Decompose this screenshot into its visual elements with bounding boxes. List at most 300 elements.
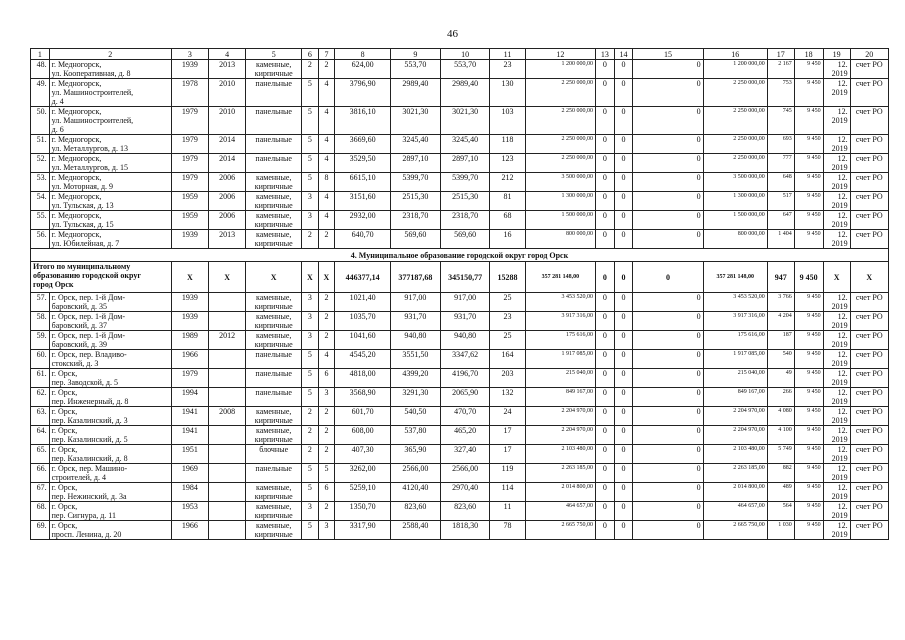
address-line: ул. Моторная, д. 9 bbox=[51, 182, 114, 191]
funding-method: счет РО bbox=[850, 135, 888, 154]
owners-funds: 175 616,00 bbox=[703, 331, 767, 350]
floors: 2 bbox=[302, 445, 319, 464]
table-row bbox=[31, 369, 889, 388]
local-share: 0 bbox=[633, 426, 703, 445]
budget-share: 0 bbox=[614, 350, 633, 369]
owners-funds: 849 167,00 bbox=[703, 388, 767, 407]
funding-method: счет РО bbox=[850, 388, 888, 407]
column-number: 18 bbox=[794, 49, 823, 60]
summary-x3: Х bbox=[246, 262, 302, 293]
max-unit-cost: 9 450 bbox=[794, 293, 823, 312]
wall-material bbox=[246, 502, 302, 521]
repair-cost: 2 014 800,00 bbox=[525, 483, 595, 502]
table-row bbox=[31, 407, 889, 426]
address bbox=[49, 483, 171, 502]
address bbox=[49, 230, 171, 249]
unit-cost: 745 bbox=[767, 107, 794, 135]
residents: 17 bbox=[490, 445, 525, 464]
funding-method: счет РО bbox=[850, 521, 888, 540]
entrances: 3 bbox=[318, 521, 335, 540]
column-number-header-row bbox=[31, 49, 889, 60]
max-unit-cost: 9 450 bbox=[794, 426, 823, 445]
wall-material bbox=[246, 521, 302, 540]
residents: 24 bbox=[490, 407, 525, 426]
row-number: 49. bbox=[31, 79, 50, 107]
summary-p: 15288 bbox=[490, 262, 525, 293]
floors: 5 bbox=[302, 173, 319, 192]
owners-funds: 3 500 000,00 bbox=[703, 173, 767, 192]
floors: 3 bbox=[302, 211, 319, 230]
owners-funds: 800 000,00 bbox=[703, 230, 767, 249]
completion-date-line: 12. bbox=[837, 445, 848, 454]
completion-date-line: 12. bbox=[837, 79, 848, 88]
residential-area: 823,60 bbox=[440, 502, 490, 521]
address-line: г. Орск, bbox=[51, 407, 78, 416]
floors: 5 bbox=[302, 350, 319, 369]
completion-date-line: 2019 bbox=[831, 144, 848, 153]
budget-share: 0 bbox=[614, 312, 633, 331]
max-unit-cost: 9 450 bbox=[794, 369, 823, 388]
column-number: 16 bbox=[703, 49, 767, 60]
completion-date-line: 12. bbox=[837, 521, 848, 530]
wall-material-line: кирпичные bbox=[254, 492, 293, 501]
column-number: 20 bbox=[850, 49, 888, 60]
wall-material-line: каменные, bbox=[255, 483, 292, 492]
address-line: г. Медногорск, bbox=[51, 79, 102, 88]
local-share: 0 bbox=[633, 464, 703, 483]
unit-cost: 540 bbox=[767, 350, 794, 369]
year-last-repair bbox=[209, 464, 246, 483]
entrances: 2 bbox=[318, 426, 335, 445]
repair-cost: 1 300 000,00 bbox=[525, 192, 595, 211]
column-number: 15 bbox=[633, 49, 703, 60]
wall-material-line: кирпичные bbox=[254, 435, 293, 444]
address-line: пер. Сигнура, д. 11 bbox=[51, 511, 116, 520]
funding-method: счет РО bbox=[850, 293, 888, 312]
summary-label-line: город Орск bbox=[33, 280, 74, 289]
completion-date-line: 12. bbox=[837, 426, 848, 435]
summary-cost: 357 281 148,00 bbox=[525, 262, 595, 293]
budget-share: 0 bbox=[614, 369, 633, 388]
premises-area: 2515,30 bbox=[391, 192, 441, 211]
total-area: 3669,60 bbox=[335, 135, 391, 154]
completion-date bbox=[823, 60, 850, 79]
section-title: 4. Муниципальное образование городской округ город Орск bbox=[31, 249, 889, 262]
local-share: 0 bbox=[633, 521, 703, 540]
table-row bbox=[31, 502, 889, 521]
premises-area: 2897,10 bbox=[391, 154, 441, 173]
budget-share: 0 bbox=[614, 173, 633, 192]
repair-cost: 2 250 000,00 bbox=[525, 79, 595, 107]
repair-cost: 464 657,00 bbox=[525, 502, 595, 521]
completion-date-line: 2019 bbox=[831, 239, 848, 248]
address-line: г. Медногорск, bbox=[51, 107, 102, 116]
residential-area: 2065,90 bbox=[440, 388, 490, 407]
repair-cost: 2 665 750,00 bbox=[525, 521, 595, 540]
address-line: г. Орск, пер. 1-й Дом- bbox=[51, 312, 126, 321]
local-share: 0 bbox=[633, 154, 703, 173]
unit-cost: 564 bbox=[767, 502, 794, 521]
floors: 3 bbox=[302, 192, 319, 211]
row-number: 51. bbox=[31, 135, 50, 154]
wall-material-line: каменные, bbox=[255, 60, 292, 69]
owners-funds: 2 665 750,00 bbox=[703, 521, 767, 540]
address bbox=[49, 173, 171, 192]
row-number: 68. bbox=[31, 502, 50, 521]
budget-share: 0 bbox=[614, 521, 633, 540]
completion-date-line: 12. bbox=[837, 350, 848, 359]
completion-date bbox=[823, 211, 850, 230]
premises-area: 917,00 bbox=[391, 293, 441, 312]
max-unit-cost: 9 450 bbox=[794, 407, 823, 426]
unit-cost: 517 bbox=[767, 192, 794, 211]
residential-area: 2970,40 bbox=[440, 483, 490, 502]
row-number: 65. bbox=[31, 445, 50, 464]
max-unit-cost: 9 450 bbox=[794, 312, 823, 331]
year-last-repair bbox=[209, 293, 246, 312]
completion-date-line: 12. bbox=[837, 230, 848, 239]
funding-method: счет РО bbox=[850, 211, 888, 230]
row-number: 55. bbox=[31, 211, 50, 230]
repair-cost: 2 204 970,00 bbox=[525, 407, 595, 426]
completion-date-line: 12. bbox=[837, 107, 848, 116]
address-line: г. Орск, bbox=[51, 369, 78, 378]
unit-cost: 647 bbox=[767, 211, 794, 230]
local-share: 0 bbox=[633, 293, 703, 312]
premises-area: 5399,70 bbox=[391, 173, 441, 192]
residents: 17 bbox=[490, 426, 525, 445]
summary-a: 446377,14 bbox=[335, 262, 391, 293]
funding-method: счет РО bbox=[850, 154, 888, 173]
address-line: пер. Казалинский, д. 3 bbox=[51, 416, 128, 425]
residential-area: 465,20 bbox=[440, 426, 490, 445]
residents: 25 bbox=[490, 293, 525, 312]
residents: 119 bbox=[490, 464, 525, 483]
page-number: 46 bbox=[447, 28, 458, 40]
fund-share: 0 bbox=[596, 369, 615, 388]
table-row bbox=[31, 173, 889, 192]
year-last-repair: 2006 bbox=[209, 173, 246, 192]
repair-cost: 800 000,00 bbox=[525, 230, 595, 249]
residents: 103 bbox=[490, 107, 525, 135]
column-number: 10 bbox=[440, 49, 490, 60]
premises-area: 540,50 bbox=[391, 407, 441, 426]
max-unit-cost: 9 450 bbox=[794, 331, 823, 350]
repair-cost: 1 917 085,00 bbox=[525, 350, 595, 369]
table-row bbox=[31, 79, 889, 107]
completion-date bbox=[823, 521, 850, 540]
address-line: баровский, д. 35 bbox=[51, 302, 108, 311]
residential-area: 327,40 bbox=[440, 445, 490, 464]
column-number: 3 bbox=[171, 49, 208, 60]
year-built: 1939 bbox=[171, 60, 208, 79]
address-line: ул. Машиностроителей, bbox=[51, 88, 134, 97]
unit-cost: 266 bbox=[767, 388, 794, 407]
wall-material bbox=[246, 331, 302, 350]
completion-date-line: 12. bbox=[837, 135, 848, 144]
repair-cost: 2 250 000,00 bbox=[525, 135, 595, 154]
premises-area: 2566,00 bbox=[391, 464, 441, 483]
wall-material-line: каменные, bbox=[255, 293, 292, 302]
address-line: г. Орск, пер. Машино- bbox=[51, 464, 128, 473]
floors: 5 bbox=[302, 135, 319, 154]
residents: 81 bbox=[490, 192, 525, 211]
summary-x5: Х bbox=[318, 262, 335, 293]
address-line: г. Орск, пер. 1-й Дом- bbox=[51, 293, 126, 302]
local-share: 0 bbox=[633, 60, 703, 79]
residential-area: 2515,30 bbox=[440, 192, 490, 211]
completion-date-line: 2019 bbox=[831, 340, 848, 349]
floors: 3 bbox=[302, 312, 319, 331]
address bbox=[49, 445, 171, 464]
funding-method: счет РО bbox=[850, 483, 888, 502]
unit-cost: 2 167 bbox=[767, 60, 794, 79]
unit-cost: 187 bbox=[767, 331, 794, 350]
completion-date-line: 12. bbox=[837, 211, 848, 220]
entrances: 5 bbox=[318, 464, 335, 483]
max-unit-cost: 9 450 bbox=[794, 483, 823, 502]
year-built: 1979 bbox=[171, 154, 208, 173]
completion-date-line: 12. bbox=[837, 483, 848, 492]
floors: 5 bbox=[302, 483, 319, 502]
funding-method: счет РО bbox=[850, 445, 888, 464]
owners-funds: 2 250 000,00 bbox=[703, 135, 767, 154]
summary-label bbox=[31, 262, 172, 293]
max-unit-cost: 9 450 bbox=[794, 135, 823, 154]
address bbox=[49, 192, 171, 211]
funding-method: счет РО bbox=[850, 312, 888, 331]
year-last-repair: 2014 bbox=[209, 135, 246, 154]
max-unit-cost: 9 450 bbox=[794, 350, 823, 369]
year-last-repair bbox=[209, 312, 246, 331]
repair-cost: 3 500 000,00 bbox=[525, 173, 595, 192]
premises-area: 2989,40 bbox=[391, 79, 441, 107]
premises-area: 569,60 bbox=[391, 230, 441, 249]
owners-funds: 2 250 000,00 bbox=[703, 107, 767, 135]
unit-cost: 693 bbox=[767, 135, 794, 154]
completion-date bbox=[823, 464, 850, 483]
wall-material: панельные bbox=[246, 107, 302, 135]
fund-share: 0 bbox=[596, 502, 615, 521]
table-row bbox=[31, 211, 889, 230]
budget-share: 0 bbox=[614, 79, 633, 107]
address-line: баровский, д. 39 bbox=[51, 340, 108, 349]
summary-x6: Х bbox=[823, 262, 850, 293]
year-built: 1966 bbox=[171, 350, 208, 369]
total-area: 407,30 bbox=[335, 445, 391, 464]
residents: 123 bbox=[490, 154, 525, 173]
premises-area: 823,60 bbox=[391, 502, 441, 521]
year-last-repair: 2008 bbox=[209, 407, 246, 426]
floors: 3 bbox=[302, 293, 319, 312]
fund-share: 0 bbox=[596, 312, 615, 331]
year-last-repair bbox=[209, 369, 246, 388]
address-line: ул. Тульская, д. 15 bbox=[51, 220, 114, 229]
address bbox=[49, 331, 171, 350]
year-last-repair bbox=[209, 426, 246, 445]
premises-area: 4120,40 bbox=[391, 483, 441, 502]
address-line: просп. Ленина, д. 20 bbox=[51, 530, 122, 539]
completion-date-line: 2019 bbox=[831, 473, 848, 482]
funding-method: счет РО bbox=[850, 331, 888, 350]
completion-date bbox=[823, 350, 850, 369]
entrances: 2 bbox=[318, 331, 335, 350]
budget-share: 0 bbox=[614, 445, 633, 464]
year-last-repair bbox=[209, 388, 246, 407]
unit-cost: 1 030 bbox=[767, 521, 794, 540]
completion-date-line: 2019 bbox=[831, 416, 848, 425]
wall-material-line: кирпичные bbox=[254, 182, 293, 191]
year-last-repair bbox=[209, 502, 246, 521]
budget-share: 0 bbox=[614, 388, 633, 407]
table-row bbox=[31, 230, 889, 249]
floors: 3 bbox=[302, 502, 319, 521]
total-area: 608,00 bbox=[335, 426, 391, 445]
fund-share: 0 bbox=[596, 293, 615, 312]
owners-funds: 1 300 000,00 bbox=[703, 192, 767, 211]
residential-area: 4196,70 bbox=[440, 369, 490, 388]
budget-share: 0 bbox=[614, 107, 633, 135]
address-line: г. Медногорск, bbox=[51, 211, 102, 220]
unit-cost: 4 204 bbox=[767, 312, 794, 331]
residents: 11 bbox=[490, 502, 525, 521]
budget-share: 0 bbox=[614, 154, 633, 173]
wall-material-line: каменные, bbox=[255, 502, 292, 511]
residential-area: 940,80 bbox=[440, 331, 490, 350]
table-row bbox=[31, 521, 889, 540]
wall-material-line: кирпичные bbox=[254, 321, 293, 330]
year-built: 1959 bbox=[171, 192, 208, 211]
budget-share: 0 bbox=[614, 331, 633, 350]
owners-funds: 1 917 085,00 bbox=[703, 350, 767, 369]
fund-share: 0 bbox=[596, 388, 615, 407]
table-row bbox=[31, 331, 889, 350]
fund-share: 0 bbox=[596, 173, 615, 192]
address-line: г. Орск, пер. 1-й Дом- bbox=[51, 331, 126, 340]
address-line: ул. Тульская, д. 13 bbox=[51, 201, 114, 210]
owners-funds: 2 250 000,00 bbox=[703, 79, 767, 107]
year-last-repair: 2013 bbox=[209, 60, 246, 79]
local-share: 0 bbox=[633, 331, 703, 350]
premises-area: 4399,20 bbox=[391, 369, 441, 388]
year-last-repair: 2006 bbox=[209, 211, 246, 230]
fund-share: 0 bbox=[596, 107, 615, 135]
summary-z1: 0 bbox=[596, 262, 615, 293]
address-line: пер. Казалинский, д. 8 bbox=[51, 454, 128, 463]
year-last-repair bbox=[209, 445, 246, 464]
entrances: 4 bbox=[318, 192, 335, 211]
completion-date-line: 2019 bbox=[831, 359, 848, 368]
wall-material bbox=[246, 407, 302, 426]
premises-area: 537,80 bbox=[391, 426, 441, 445]
entrances: 4 bbox=[318, 211, 335, 230]
floors: 2 bbox=[302, 426, 319, 445]
wall-material: панельные bbox=[246, 464, 302, 483]
wall-material-line: кирпичные bbox=[254, 239, 293, 248]
column-number: 6 bbox=[302, 49, 319, 60]
funding-method: счет РО bbox=[850, 369, 888, 388]
max-unit-cost: 9 450 bbox=[794, 230, 823, 249]
completion-date bbox=[823, 407, 850, 426]
max-unit-cost: 9 450 bbox=[794, 173, 823, 192]
entrances: 2 bbox=[318, 293, 335, 312]
completion-date-line: 2019 bbox=[831, 454, 848, 463]
completion-date-line: 12. bbox=[837, 293, 848, 302]
summary-z2: 0 bbox=[614, 262, 633, 293]
row-number: 57. bbox=[31, 293, 50, 312]
entrances: 2 bbox=[318, 60, 335, 79]
year-built: 1978 bbox=[171, 79, 208, 107]
repair-cost: 1 200 000,00 bbox=[525, 60, 595, 79]
address-line: г. Орск, bbox=[51, 521, 78, 530]
max-unit-cost: 9 450 bbox=[794, 211, 823, 230]
address-line: г. Орск, bbox=[51, 426, 78, 435]
column-number: 5 bbox=[246, 49, 302, 60]
owners-funds: 2 204 970,00 bbox=[703, 426, 767, 445]
column-number: 17 bbox=[767, 49, 794, 60]
unit-cost: 4 100 bbox=[767, 426, 794, 445]
completion-date bbox=[823, 369, 850, 388]
owners-funds: 2 014 800,00 bbox=[703, 483, 767, 502]
wall-material: панельные bbox=[246, 388, 302, 407]
residents: 118 bbox=[490, 135, 525, 154]
address-line: пер. Казалинский, д. 5 bbox=[51, 435, 128, 444]
funding-method: счет РО bbox=[850, 60, 888, 79]
repair-cost: 849 167,00 bbox=[525, 388, 595, 407]
residential-area: 3245,40 bbox=[440, 135, 490, 154]
address-line: г. Орск, bbox=[51, 445, 78, 454]
total-area: 3262,00 bbox=[335, 464, 391, 483]
row-number: 48. bbox=[31, 60, 50, 79]
year-built: 1966 bbox=[171, 521, 208, 540]
row-number: 52. bbox=[31, 154, 50, 173]
year-built: 1939 bbox=[171, 312, 208, 331]
completion-date bbox=[823, 483, 850, 502]
address-line: г. Орск, bbox=[51, 388, 78, 397]
summary-max-unit-cost: 9 450 bbox=[794, 262, 823, 293]
wall-material: панельные bbox=[246, 154, 302, 173]
completion-date bbox=[823, 154, 850, 173]
completion-date bbox=[823, 107, 850, 135]
funding-method: счет РО bbox=[850, 79, 888, 107]
completion-date-line: 2019 bbox=[831, 182, 848, 191]
table-row bbox=[31, 445, 889, 464]
repair-cost: 175 616,00 bbox=[525, 331, 595, 350]
row-number: 64. bbox=[31, 426, 50, 445]
wall-material-line: кирпичные bbox=[254, 220, 293, 229]
total-area: 4545,20 bbox=[335, 350, 391, 369]
total-area: 3816,10 bbox=[335, 107, 391, 135]
wall-material bbox=[246, 60, 302, 79]
local-share: 0 bbox=[633, 312, 703, 331]
max-unit-cost: 9 450 bbox=[794, 60, 823, 79]
residential-area: 470,70 bbox=[440, 407, 490, 426]
completion-date-line: 12. bbox=[837, 464, 848, 473]
fund-share: 0 bbox=[596, 445, 615, 464]
wall-material-line: каменные, bbox=[255, 192, 292, 201]
budget-share: 0 bbox=[614, 483, 633, 502]
row-number: 54. bbox=[31, 192, 50, 211]
residential-area: 553,70 bbox=[440, 60, 490, 79]
year-built: 1994 bbox=[171, 388, 208, 407]
table-row bbox=[31, 483, 889, 502]
local-share: 0 bbox=[633, 79, 703, 107]
year-last-repair: 2013 bbox=[209, 230, 246, 249]
local-share: 0 bbox=[633, 369, 703, 388]
completion-date-line: 2019 bbox=[831, 69, 848, 78]
wall-material bbox=[246, 293, 302, 312]
total-area: 3796,90 bbox=[335, 79, 391, 107]
